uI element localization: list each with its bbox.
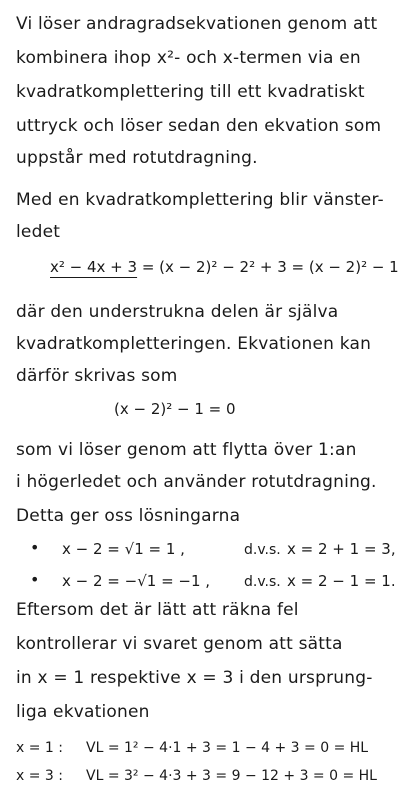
dvs-label: d.v.s. (244, 574, 281, 590)
dvs-label: d.v.s. (244, 542, 281, 558)
text-line: kombinera ihop x²- och x-termen via en (16, 48, 361, 68)
text-line: liga ekvationen (16, 702, 150, 722)
check-label: x = 1 : (16, 740, 63, 756)
text-line: ledet (16, 222, 61, 242)
text-line: Vi löser andragradsekvationen genom att (16, 14, 378, 34)
text-line: uttryck och löser sedan den ekvation som (16, 116, 382, 136)
text-line: där den understrukna delen är själva (16, 302, 339, 322)
bullet-icon: • (30, 570, 40, 589)
equation-rest: = (x − 2)² − 2² + 3 = (x − 2)² − 1 (137, 258, 399, 276)
text-line: in x = 1 respektive x = 3 i den ursprung- (16, 668, 373, 688)
bullet-icon: • (30, 538, 40, 557)
solution-result: x = 2 − 1 = 1. (287, 572, 396, 590)
text-line: därför skrivas som (16, 366, 178, 386)
text-line: Med en kvadratkomplettering blir vänster- (16, 190, 384, 210)
check-expression: VL = 3² − 4·3 + 3 = 9 − 12 + 3 = 0 = HL (86, 768, 377, 784)
text-line: uppstår med rotutdragning. (16, 148, 258, 168)
text-line: kontrollerar vi svaret genom att sätta (16, 634, 343, 654)
text-line: kvadratkompletteringen. Ekvationen kan (16, 334, 372, 354)
text-line: Detta ger oss lösningarna (16, 506, 241, 526)
check-expression: VL = 1² − 4·1 + 3 = 1 − 4 + 3 = 0 = HL (86, 740, 369, 756)
solution-equation: x − 2 = √1 = 1 , (62, 540, 185, 558)
solution-equation: x − 2 = −√1 = −1 , (62, 572, 211, 590)
text-line: som vi löser genom att flytta över 1:an (16, 440, 357, 460)
solution-result: x = 2 + 1 = 3, (287, 540, 396, 558)
text-line: kvadratkomplettering till ett kvadratiskt (16, 82, 365, 102)
text-line: Eftersom det är lätt att räkna fel (16, 600, 299, 620)
check-label: x = 3 : (16, 768, 63, 784)
equation-squared-form: (x − 2)² − 1 = 0 (114, 400, 236, 418)
text-line: i högerledet och använder rotutdragning. (16, 472, 377, 492)
underlined-expression: x² − 4x + 3 (50, 258, 138, 276)
equation-completing-square (50, 258, 399, 276)
